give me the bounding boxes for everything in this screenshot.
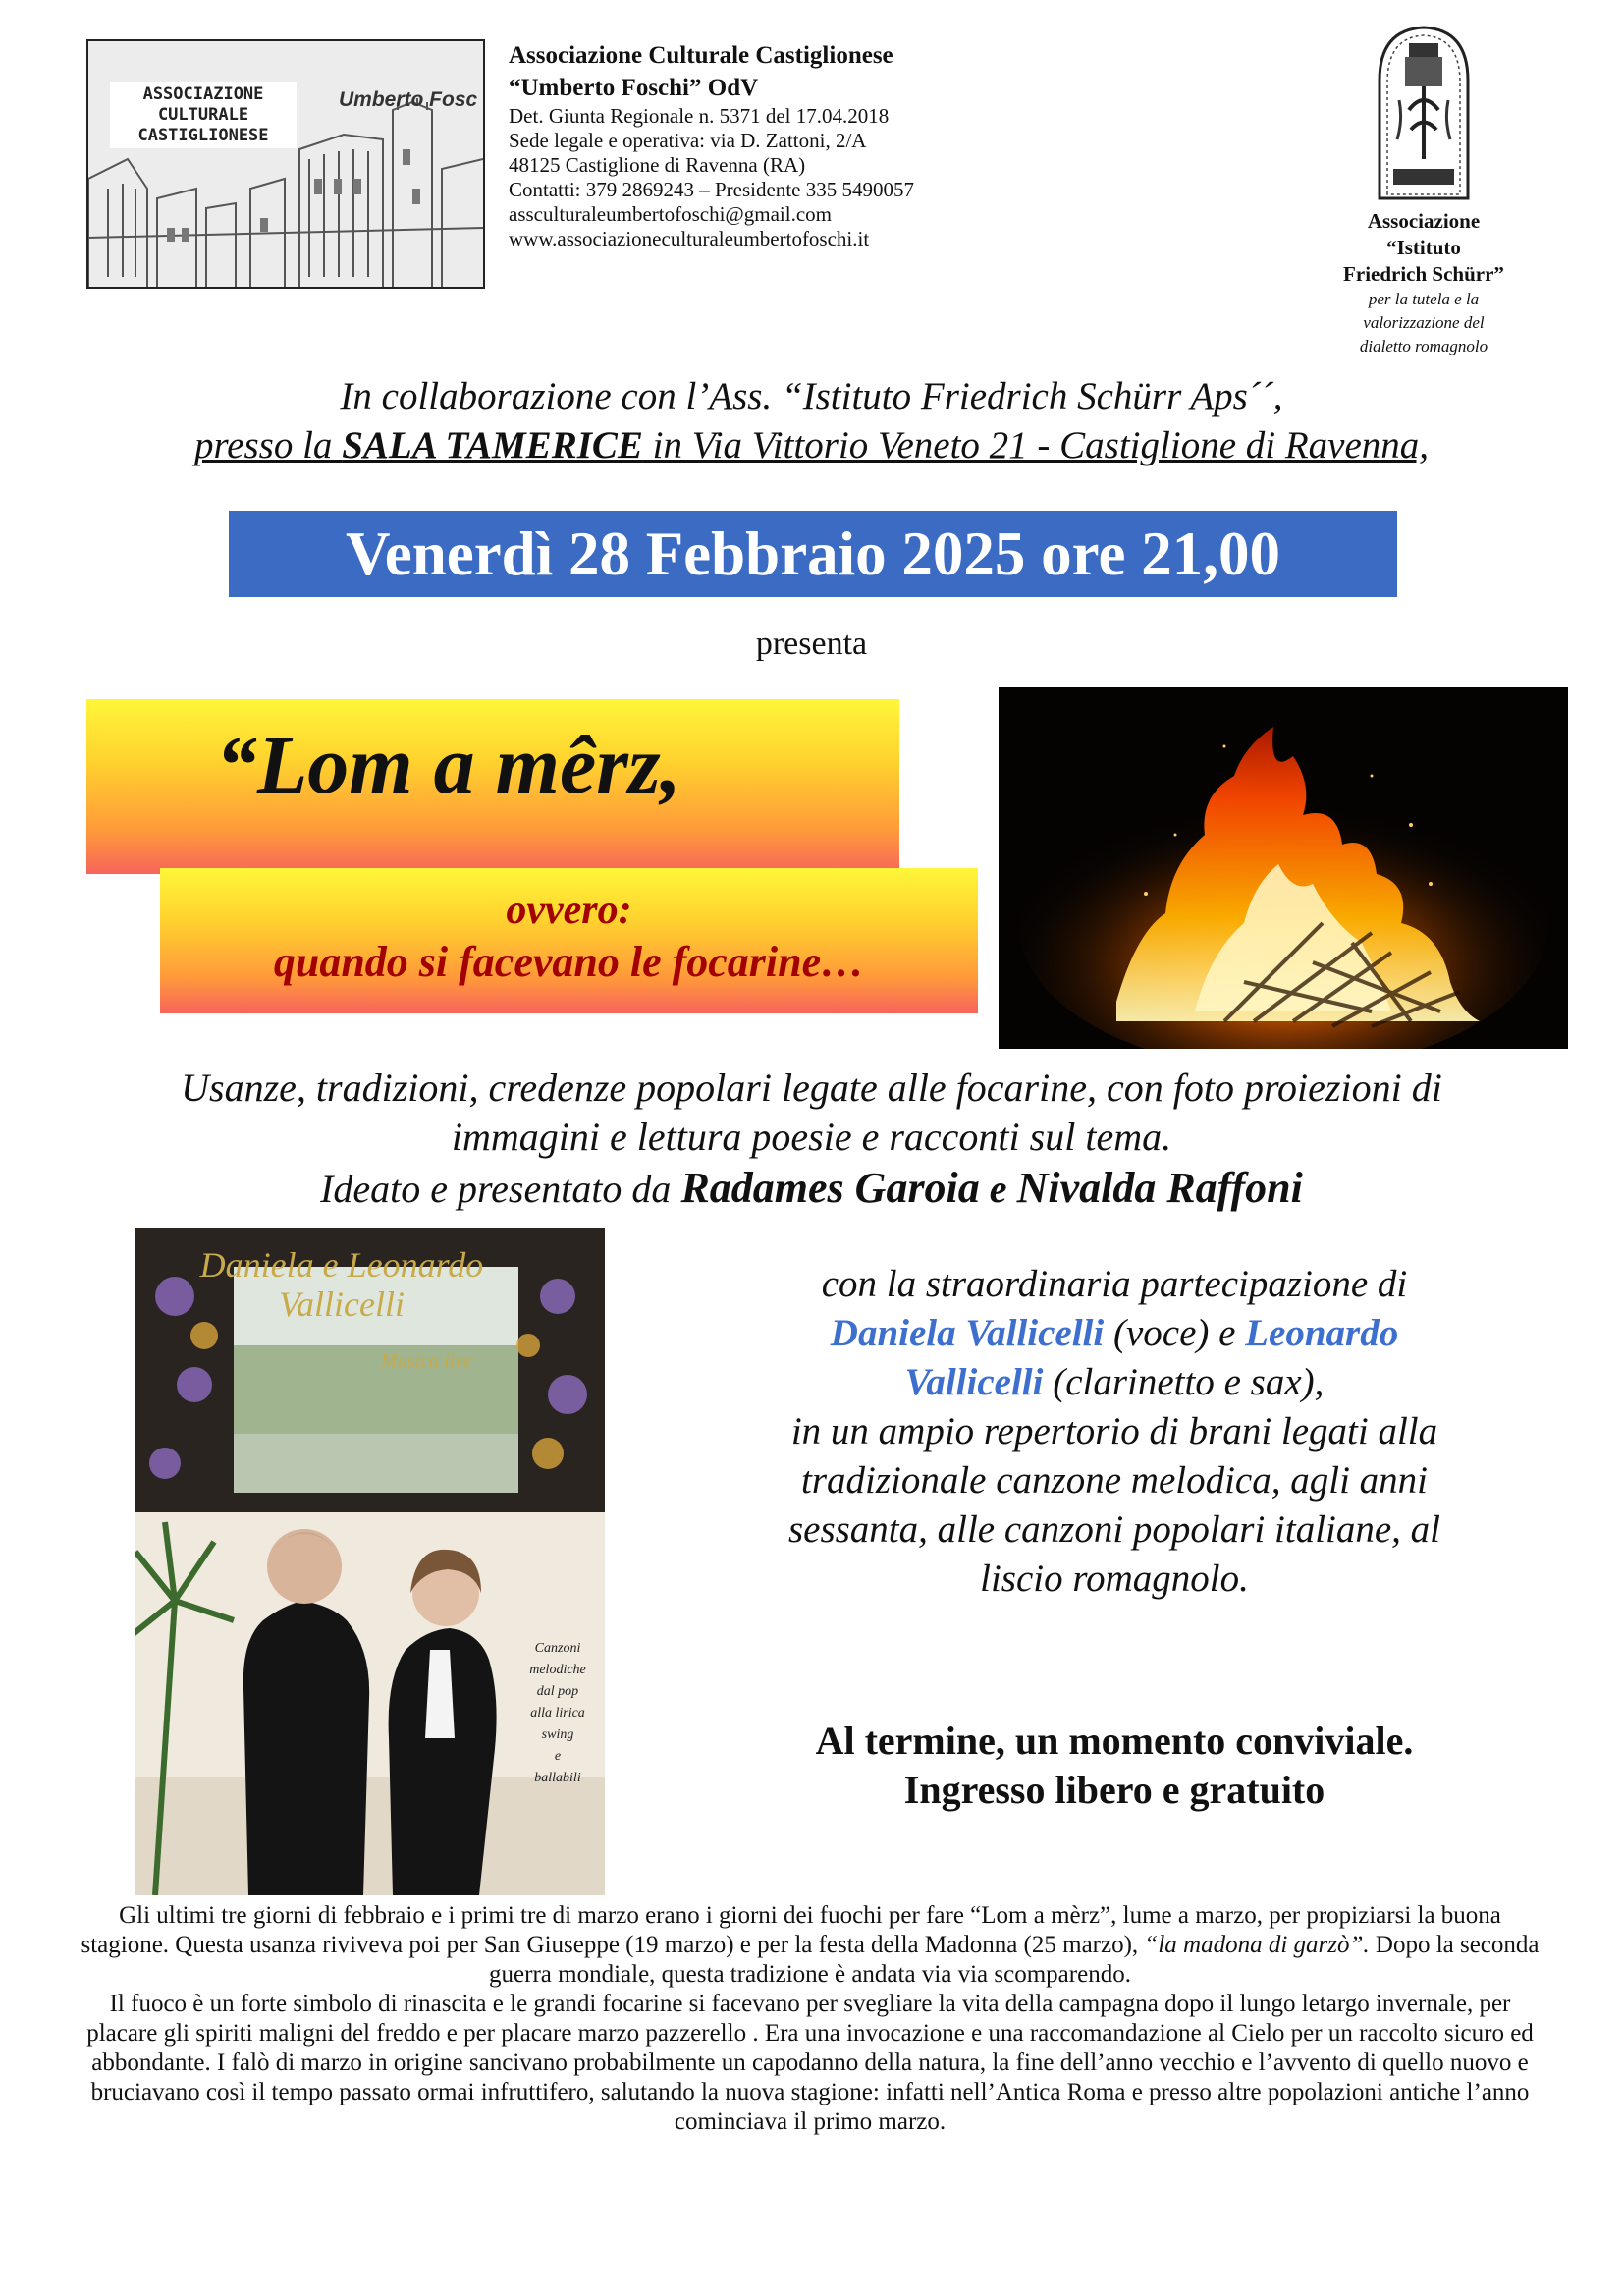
- photo-side-line: swing: [541, 1727, 574, 1742]
- guest-name: Daniela Vallicelli: [830, 1312, 1105, 1354]
- guests-block: [648, 1260, 1581, 1604]
- venue-line: [0, 422, 1623, 469]
- emblem-caption: [1276, 208, 1571, 358]
- guest-line: [648, 1309, 1581, 1358]
- credits-pre: Ideato e presentato da: [320, 1167, 681, 1211]
- body-paragraph: [74, 1901, 1546, 1990]
- repertoire-line: liscio romagnolo.: [980, 1558, 1249, 1600]
- photo-side-line: ballabili: [534, 1771, 581, 1785]
- photo-sign-subtitle: Musica live: [381, 1350, 472, 1372]
- photo-side-line: Canzoni: [534, 1641, 581, 1656]
- photo-sign-line: Vallicelli: [279, 1285, 405, 1324]
- body-text-span: Dopo la seconda guerra mondiale, questa tradizione è andata via via scomparendo.: [489, 1932, 1540, 1988]
- description-line: Usanze, tradizioni, credenze popolari legate alle focarine, con foto proiezioni di: [181, 1066, 1442, 1110]
- repertoire-line: tradizionale canzone melodica, agli anni: [800, 1459, 1428, 1502]
- closing-block: [648, 1717, 1581, 1815]
- repertoire-line: sessanta, alle canzoni popolari italiane, al: [787, 1508, 1441, 1551]
- info-line: Det. Giunta Regionale n. 5371 del 17.04.2018: [509, 104, 890, 128]
- author-name: Radames Garoia: [680, 1164, 980, 1212]
- closing-line: Al termine, un momento conviviale.: [815, 1719, 1414, 1763]
- contact-line: Contatti: 379 2869243 – Presidente 335 5490057: [509, 178, 914, 201]
- event-title: “Lom a mêrz,: [216, 720, 681, 811]
- logo-castle-sketch: [88, 41, 483, 287]
- photo-side-line: melodiche: [529, 1663, 586, 1677]
- guest-role: (clarinetto e sax),: [1043, 1361, 1325, 1403]
- credits-line: [0, 1165, 1623, 1213]
- date-banner: Venerdì 28 Febbraio 2025 ore 21,00: [229, 511, 1397, 597]
- org-name: Associazione Culturale Castiglionese: [509, 42, 893, 69]
- emblem-caption-line: per la tutela e la: [1368, 290, 1480, 308]
- logo-text-line: CULTURALE: [157, 105, 249, 125]
- photo-side-text: [516, 1638, 599, 1789]
- email-text: assculturaleumbertofoschi@gmail.com: [509, 202, 832, 226]
- photo-side-line: e: [554, 1749, 562, 1764]
- photo-side-line: alla lirica: [530, 1706, 585, 1721]
- association-info: [509, 39, 1058, 251]
- logo-text: [110, 82, 297, 148]
- event-subtitle-2: quando si facevano le focarine…: [273, 938, 865, 986]
- logo-text-line: ASSOCIAZIONE: [142, 84, 264, 104]
- photo-side-line: dal pop: [536, 1684, 579, 1699]
- guest-name: Leonardo: [1245, 1312, 1399, 1354]
- musicians-photo-art: [135, 1228, 605, 1895]
- guest-line: [648, 1358, 1581, 1407]
- venue-pre: presso la: [193, 424, 343, 466]
- collaboration-line: In collaborazione con l’Ass. “Istituto Friedrich Schürr Aps´´,: [340, 375, 1283, 417]
- info-line: Sede legale e operativa: via D. Zattoni, 2/A: [509, 129, 867, 152]
- closing-line: Ingresso libero e gratuito: [903, 1768, 1325, 1812]
- guests-intro: con la straordinaria partecipazione di: [821, 1263, 1408, 1305]
- description-line: immagini e lettura poesie e racconti sul tema.: [451, 1115, 1172, 1159]
- association-logo: [86, 39, 485, 289]
- venue-name: SALA TAMERICE: [342, 424, 643, 466]
- emblem-caption-line: dialetto romagnolo: [1359, 337, 1488, 355]
- author-name: Nivalda Raffoni: [1016, 1164, 1303, 1212]
- schurr-emblem-icon: [1370, 22, 1478, 200]
- event-subtitle-1: ovvero:: [506, 888, 632, 933]
- info-line: 48125 Castiglione di Ravenna (RA): [509, 153, 806, 177]
- photo-sign-title: [145, 1245, 538, 1324]
- repertoire-line: in un ampio repertorio di brani legati alla: [790, 1410, 1438, 1452]
- emblem-caption-line: Friedrich Schürr”: [1343, 262, 1504, 286]
- body-text: [74, 1901, 1546, 2137]
- musicians-photo: [135, 1228, 605, 1895]
- presenta-text: presenta: [755, 626, 868, 662]
- emblem-caption-line: valorizzazione del: [1363, 313, 1485, 332]
- venue-post: in Via Vittorio Veneto 21 - Castiglione di Ravenna,: [642, 424, 1430, 466]
- photo-sign-line: Daniela e Leonardo: [199, 1245, 484, 1285]
- emblem-caption-line: “Istituto: [1386, 236, 1461, 259]
- body-paragraph: Il fuoco è un forte simbolo di rinascita e le grandi focarine si facevano per svegliare la vita della campagna dopo il lungo letargo invernale, per placare gli spiriti maligni del freddo e per placare marzo pazzerello . Era una invocazione e una raccomandazione al Cielo per un raccolto sicuro ed abbondante. I falò di marzo in origine sancivano probabilmente un capodanno della natura, la fine dell’anno vecchio e l’avvento di quello nuovo e bruciavano così il tempo passato ormai infruttifero, salutando la nuova stagione: infatti nell’Antica Roma e presso altre popolazioni antiche l’anno cominciava il primo marzo.: [86, 1991, 1534, 2135]
- guest-role: (voce) e: [1104, 1312, 1246, 1354]
- bonfire-photo: [999, 687, 1568, 1049]
- logo-name: Umberto Fosc: [339, 88, 478, 111]
- body-text-italic: “la madona di garzò”.: [1144, 1932, 1370, 1958]
- guest-name: Vallicelli: [904, 1361, 1044, 1403]
- logo-text-line: CASTIGLIONESE: [137, 126, 269, 145]
- author-conj: e: [979, 1167, 1017, 1211]
- website-text: www.associazioneculturaleumbertofoschi.it: [509, 227, 870, 250]
- body-text-span: Gli ultimi tre giorni di febbraio e i primi tre di marzo erano i giorni dei fuochi per fare “Lom a mèrz”, lume a marzo, per propiziarsi la buona stagione. Questa usanza riviveva poi per San Giuseppe (19 marzo) e per la festa della Madonna (25 marzo),: [81, 1902, 1501, 1958]
- emblem-caption-line: Associazione: [1367, 209, 1481, 233]
- org-name-2: “Umberto Foschi” OdV: [509, 75, 759, 101]
